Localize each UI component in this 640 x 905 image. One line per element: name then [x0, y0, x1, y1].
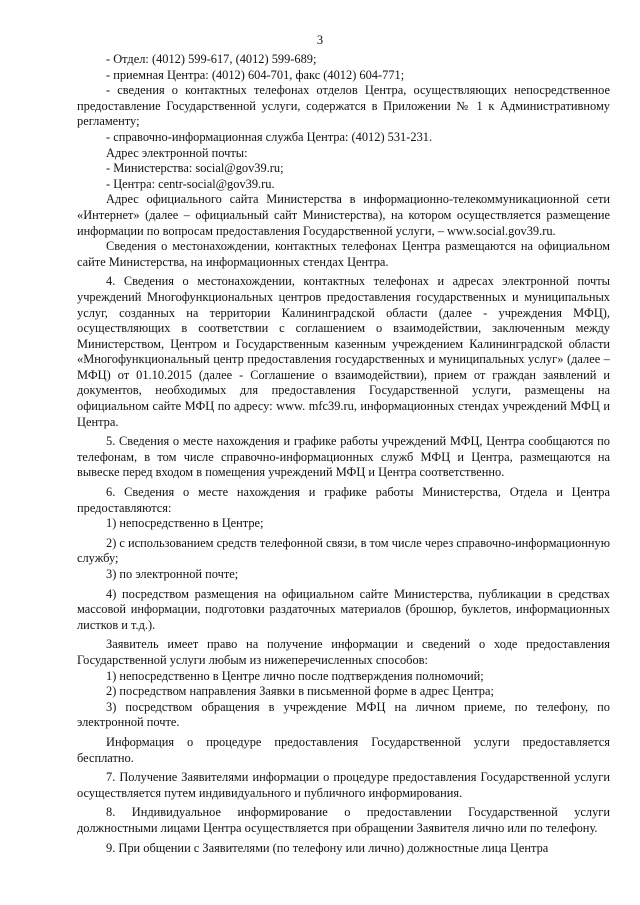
paragraph-department-phones: - Отдел: (4012) 599-617, (4012) 599-689; [106, 52, 317, 66]
paragraph-item-6-3: 3) по электронной почте; [106, 567, 239, 581]
paragraph-ministry-email: - Министерства: social@gov39.ru; [106, 161, 284, 176]
paragraph-location-info: Сведения о местонахождении, контактных телефонах Центра размещаются на официальном сайте Министерства, на информационных стендах Центра. [77, 239, 610, 269]
paragraph-item-5: 5. Сведения о месте нахождения и графике работы учреждений МФЦ, Центра сообщаются по телефонам, в том числе справочно-информационных служб МФЦ и Центра, размещаются на вывеске перед входом в помещения учреждений МФЦ и Центра соответственно. [77, 434, 610, 480]
page-number: 3 [316, 33, 324, 47]
paragraph-item-6-1: 1) непосредственно в Центре; [106, 516, 264, 531]
paragraph-applicant-right: Заявитель имеет право на получение информации и сведений о ходе предоставления Государственной услуги любым из нижеперечисленных способов: [77, 637, 610, 667]
paragraph-item-9: 9. При общении с Заявителями (по телефону или лично) должностные лица Центра [106, 840, 549, 855]
paragraph-item-7: 7. Получение Заявителями информации о процедуре предоставления Государственной услуги осуществляется путем индивидуального и публичного информирования. [77, 770, 610, 800]
paragraph-reception-phones: - приемная Центра: (4012) 604-701, факс (4012) 604-771; [106, 67, 405, 82]
paragraph-right-1: 1) непосредственно в Центре лично после подтверждения полномочий; [106, 668, 484, 683]
paragraph-item-8: 8. Индивидуальное информирование о предоставлении Государственной услуги должностными лицами Центра осуществляется при обращении Заявителя лично или по телефону. [77, 805, 610, 835]
paragraph-right-2: 2) посредством направления Заявки в письменной форме в адрес Центра; [106, 684, 494, 699]
paragraph-departments-contacts: - сведения о контактных телефонах отделов Центра, осуществляющих непосредственное предоставление Государственной услуги, содержатся в Приложении № 1 к Административному регламенту; [77, 83, 610, 129]
paragraph-email-heading: Адрес электронной почты: [106, 145, 248, 160]
paragraph-free-of-charge: Информация о процедуре предоставления Государственной услуги предоставляется бесплатно. [77, 734, 610, 765]
paragraph-center-email: - Центра: centr-social@gov39.ru. [106, 176, 275, 191]
paragraph-right-3: 3) посредством обращения в учреждение МФЦ на личном приеме, по телефону, по электронной почте. [77, 699, 610, 730]
paragraph-item-6-2: 2) с использованием средств телефонной связи, в том числе через справочно-информационную службу; [77, 535, 610, 566]
paragraph-item-6-4: 4) посредством размещения на официальном сайте Министерства, публикации в средствах массовой информации, подготовки раздаточных материалов (брошюр, буклетов, информационных листков и т.д.). [77, 586, 610, 632]
paragraph-info-service: - справочно-информационная служба Центра: (4012) 531-231. [106, 129, 433, 144]
paragraph-official-site: Адрес официального сайта Министерства в информационно-телекоммуникационной сети «Интернет» (далее – официальный сайт Министерства), на котором осуществляется размещение информации по вопросам предоставления Государственной услуги, – www.social.gov39.ru. [77, 192, 610, 238]
paragraph-item-6: 6. Сведения о месте нахождения и графике работы Министерства, Отдела и Центра предоставляются: [77, 485, 610, 515]
document-body [77, 52, 610, 856]
paragraph-item-4: 4. Сведения о местонахождении, контактных телефонах и адресах электронной почты учреждений Многофункциональных центров предоставления государственных и муниципальных услуг, созданных на территории Калининградской области (далее - учреждения МФЦ), осуществляющих в соответствии с соглашением о взаимодействии, заключенным между Министерством, Центром и Государственным казенным учреждением Калининградской области «Многофункциональный центр предоставления государственных и муниципальных услуг» (далее – МФЦ) от 01.10.2015 (далее - Соглашение о взаимодействии), прием от граждан заявлений и документов, необходимых для предоставления Государственной услуги, размещены на официальном сайте МФЦ по адресу: www. mfc39.ru, информационных стендах учреждений МФЦ и Центра. [77, 274, 610, 429]
